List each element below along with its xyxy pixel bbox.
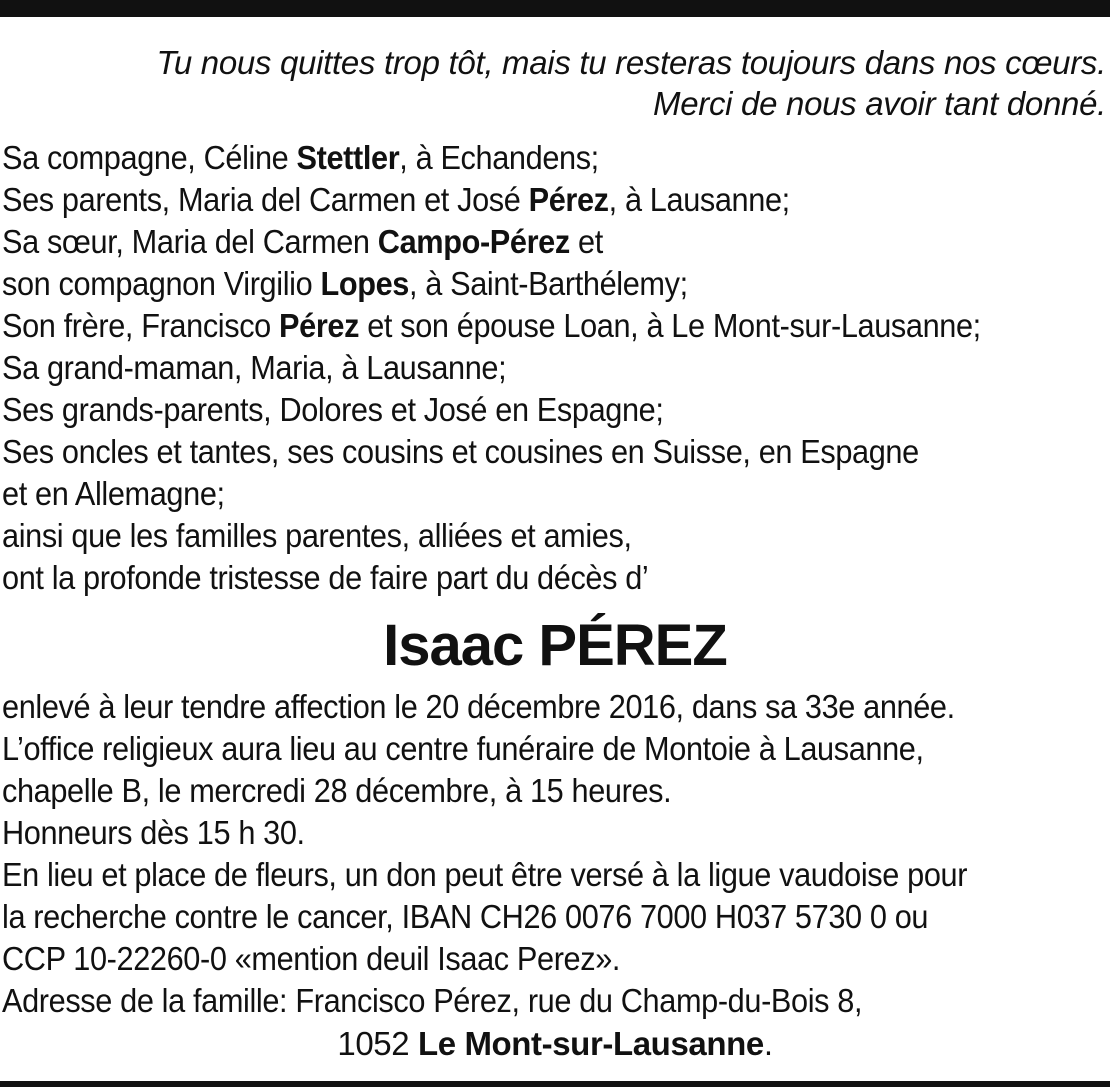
deceased-name: Isaac PÉREZ: [383, 613, 727, 678]
bottom-rule: [0, 1081, 1110, 1087]
details-line: CCP 10-22260-0 «mention deuil Isaac Perez».: [2, 940, 621, 977]
family-line: ainsi que les familles parentes, alliées et amies,: [2, 517, 632, 554]
epigraph: [6, 42, 1106, 124]
family-line: Sa compagne, Céline Stettler, à Echandens;: [2, 139, 599, 176]
epigraph-line: Merci de nous avoir tant donné.: [653, 85, 1106, 122]
details-line: la recherche contre le cancer, IBAN CH26 0076 7000 H037 5730 0 ou: [2, 898, 929, 935]
epigraph-line: Tu nous quittes trop tôt, mais tu resteras toujours dans nos cœurs.: [156, 44, 1106, 81]
family-line: Sa sœur, Maria del Carmen Campo-Pérez et: [2, 223, 603, 260]
details-line: chapelle B, le mercredi 28 décembre, à 15 heures.: [2, 772, 672, 809]
details-line: enlevé à leur tendre affection le 20 décembre 2016, dans sa 33e année.: [2, 688, 955, 725]
details-line: Honneurs dès 15 h 30.: [2, 814, 305, 851]
family-list: [2, 137, 981, 599]
family-line: Sa grand-maman, Maria, à Lausanne;: [2, 349, 507, 386]
details-line: En lieu et place de fleurs, un don peut être versé à la ligue vaudoise pour: [2, 856, 968, 893]
family-line: Son frère, Francisco Pérez et son épouse Loan, à Le Mont-sur-Lausanne;: [2, 307, 981, 344]
family-line: Ses grands-parents, Dolores et José en Espagne;: [2, 391, 664, 428]
family-line: et en Allemagne;: [2, 475, 225, 512]
details-line: L’office religieux aura lieu au centre funéraire de Montoie à Lausanne,: [2, 730, 924, 767]
family-line: Ses oncles et tantes, ses cousins et cousines en Suisse, en Espagne: [2, 433, 919, 470]
family-line: ont la profonde tristesse de faire part du décès d’: [2, 559, 649, 596]
closing-address: 1052 Le Mont-sur-Lausanne.: [337, 1025, 773, 1062]
details-line: Adresse de la famille: Francisco Pérez, rue du Champ-du-Bois 8,: [2, 982, 863, 1019]
family-line: son compagnon Virgilio Lopes, à Saint-Barthélemy;: [2, 265, 688, 302]
top-rule: [0, 0, 1110, 17]
details-block: [2, 686, 1110, 1022]
family-line: Ses parents, Maria del Carmen et José Pérez, à Lausanne;: [2, 181, 790, 218]
